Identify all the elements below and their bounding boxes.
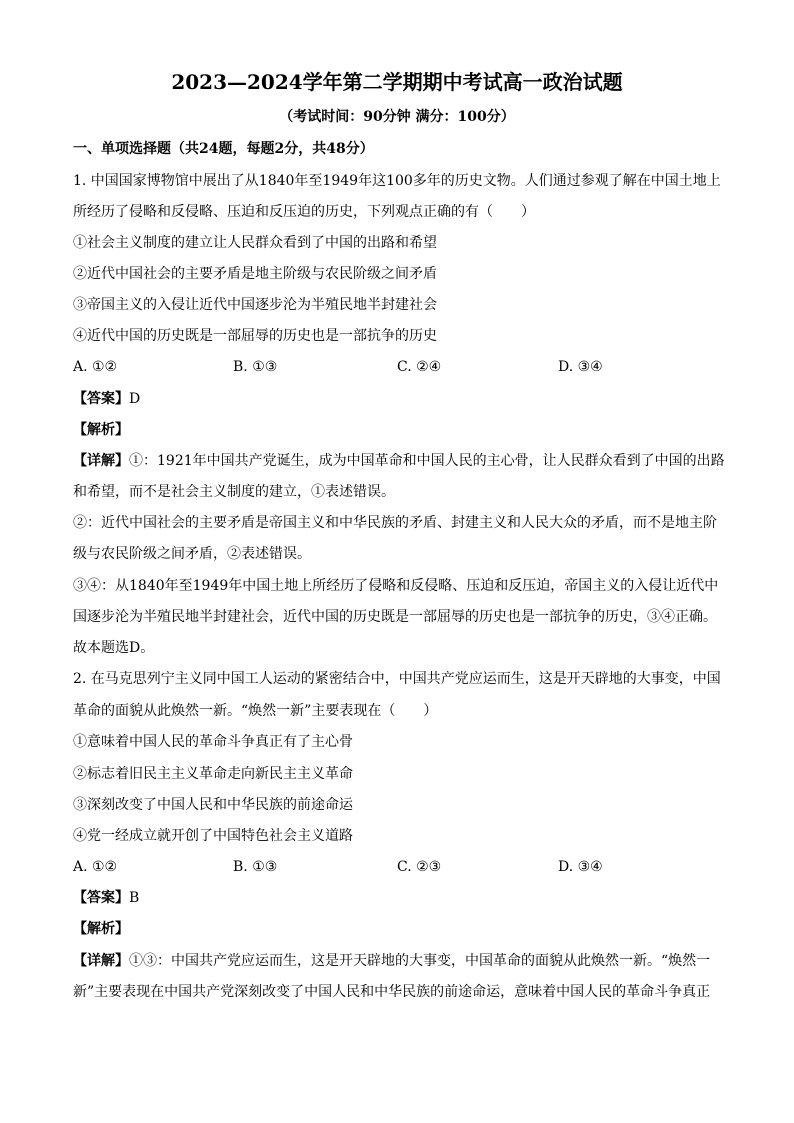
- q2-detail-text-1: ①③：中国共产党应运而生，这是开天辟地的大事变，中国革命的面貌从此焕然一新。“焕然一: [129, 953, 711, 969]
- section-heading: 一、单项选择题（共24题，每题2分，共48分）: [73, 141, 374, 157]
- q1-option-c: C. ②④: [397, 359, 442, 375]
- q1-analysis-tag: 【解析】: [73, 422, 129, 438]
- q1-detail-line-7: 故本题选D。: [73, 640, 155, 656]
- q1-stem-line-1: 1. 中国国家博物馆中展出了从1840年至1949年这100多年的历史文物。人们通过参观了解在中国土地上: [73, 173, 721, 189]
- q1-detail-line-1: [73, 451, 725, 471]
- q2-detail-line-1: [73, 951, 710, 971]
- q2-option-c: C. ②③: [397, 859, 442, 875]
- q2-statement-4: ④党一经成立就开创了中国特色社会主义道路: [73, 828, 353, 844]
- q2-analysis-tag: 【解析】: [73, 921, 129, 937]
- q2-stem-line-2: 革命的面貌从此焕然一新。“焕然一新”主要表现在（ ）: [73, 703, 438, 719]
- q1-detail-line-2: 和希望，而不是社会主义制度的建立，①表述错误。: [73, 484, 395, 500]
- q2-answer: [73, 888, 139, 908]
- q2-detail-tag: 【详解】: [73, 953, 129, 969]
- q2-statement-2: ②标志着旧民主主义革命走向新民主主义革命: [73, 766, 353, 782]
- q2-detail-line-2: 新”主要表现在中国共产党深刻改变了中国人民和中华民族的前途命运，意味着中国人民的革命斗争真正: [73, 984, 711, 1000]
- q2-answer-value: B: [129, 890, 140, 906]
- q1-statement-3: ③帝国主义的入侵让近代中国逐步沦为半殖民地半封建社会: [73, 297, 437, 313]
- q1-option-a: A. ①②: [73, 359, 118, 375]
- q1-answer-value: D: [129, 391, 141, 407]
- exam-info: （考试时间：90分钟 满分：100分）: [279, 109, 515, 125]
- q2-answer-tag: 【答案】: [73, 890, 129, 906]
- q1-option-b: B. ①③: [233, 359, 278, 375]
- q1-detail-line-4: 级与农民阶级之间矛盾，②表述错误。: [73, 546, 311, 562]
- q1-statement-2: ②近代中国社会的主要矛盾是地主阶级与农民阶级之间矛盾: [73, 266, 437, 282]
- q1-statement-1: ①社会主义制度的建立让人民群众看到了中国的出路和希望: [73, 235, 437, 251]
- q2-option-b: B. ①③: [233, 859, 278, 875]
- q1-answer-tag: 【答案】: [73, 391, 129, 407]
- q1-detail-text-1: ①：1921年中国共产党诞生，成为中国革命和中国人民的主心骨，让人民群众看到了中国的出路: [129, 453, 725, 469]
- q1-statement-4: ④近代中国的历史既是一部屈辱的历史也是一部抗争的历史: [73, 328, 437, 344]
- q2-option-a: A. ①②: [73, 859, 118, 875]
- q1-answer: [73, 389, 140, 409]
- q2-stem-line-1: 2. 在马克思列宁主义同中国工人运动的紧密结合中，中国共产党应运而生，这是开天辟地的大事变，中国: [73, 671, 721, 687]
- q1-option-d: D. ③④: [558, 359, 603, 375]
- q2-statement-1: ①意味着中国人民的革命斗争真正有了主心骨: [73, 734, 353, 750]
- q1-detail-line-3: ②：近代中国社会的主要矛盾是帝国主义和中华民族的矛盾、封建主义和人民大众的矛盾，而不是地主阶: [73, 515, 717, 531]
- q1-stem-line-2: 所经历了侵略和反侵略、压迫和反压迫的历史，下列观点正确的有（ ）: [73, 204, 535, 220]
- q2-option-d: D. ③④: [558, 859, 603, 875]
- q1-detail-line-6: 国逐步沦为半殖民地半封建社会，近代中国的历史既是一部屈辱的历史也是一部抗争的历史，③④正确。: [73, 609, 717, 625]
- q1-detail-line-5: ③④：从1840年至1949年中国土地上所经历了侵略和反侵略、压迫和反压迫，帝国主义的入侵让近代中: [73, 578, 719, 594]
- q2-statement-3: ③深刻改变了中国人民和中华民族的前途命运: [73, 797, 353, 813]
- page-title: 2023—2024学年第二学期期中考试高一政治试题: [171, 70, 623, 94]
- q1-detail-tag: 【详解】: [73, 453, 129, 469]
